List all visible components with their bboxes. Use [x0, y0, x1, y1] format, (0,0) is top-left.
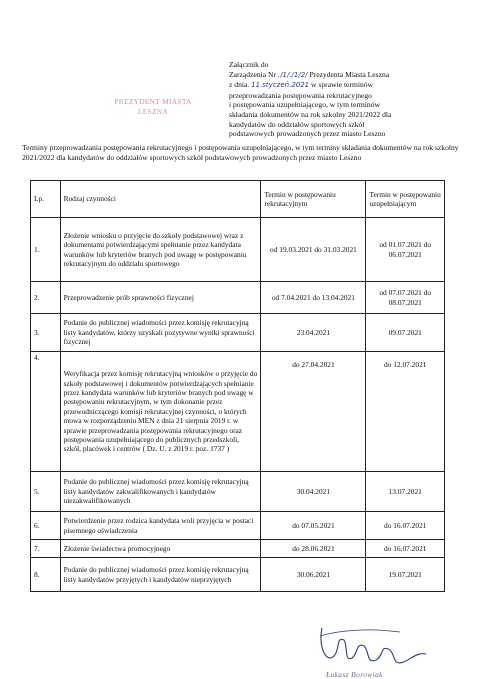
- header-recruitment: Termin w postępowaniu rekrutacyjnym: [261, 181, 366, 218]
- table-row: 5. Podanie do publicznej wiadomości przez komisję rekrutacyjną listy kandydatów zakwalifikowanych i kandydatów niezakwalifikowanych 30.04.2021 13.07.2021: [31, 472, 445, 512]
- document-heading: Terminy przeprowadzania postępowania rekrutacyjnego i postępowania uzupełniającego, w tym terminy składania dokumentów na rok szkolny 2021/2022 dla kandydatów do oddziałów sportowych szkół podstawowych prowadzonych przez miasto Leszno: [22, 143, 459, 162]
- annex-line-2: Zarządzenia Nr ./1/./1/2/ Prezydenta Miasta Leszna: [229, 69, 390, 79]
- table-row: 2. Przeprowadzenie prób sprawności fizycznej od 7.04.2021 do 13.04.2021 od 07.07.2021 do 08.07.2021: [31, 282, 445, 314]
- header-lp: Lp.: [31, 181, 61, 218]
- header-supplementary: Termin w postępowaniu uzupełniającym: [366, 181, 445, 218]
- handwritten-signature: [300, 606, 440, 676]
- header-activity: Rodzaj czynności: [60, 181, 261, 218]
- mayor-stamp: PREZYDENT MIASTA LESZNA: [114, 97, 192, 116]
- table-header-row: [31, 181, 445, 218]
- table-row: 8. Podanie do publicznej wiadomości przez komisję rekrutacyjną listy kandydatów przyjętych i kandydatów nieprzyjętych 30.06.2021 19.07.2021: [31, 558, 445, 592]
- annex-header: Załącznik do Zarządzenia Nr ./1/./1/2/ Prezydenta Miasta Leszna z dnia. 11.styczeń.2021 w sprawie terminów przeprowadzania postępowania rekrutacyjnego i postępowania uzupełniającego, w tym terminów składania dokumentów na rok szkolny 2021/2022 dla kandydatów do oddziałów sportowych szkół podstawowych prowadzonych przez miasto Leszno: [229, 60, 469, 139]
- signature-name-stamp: Łukasz Borowiak: [326, 670, 383, 679]
- annex-line-1: Załącznik do: [229, 60, 269, 69]
- table-row: 3. Podanie do publicznej wiadomości przez komisję rekrutacyjną listy kandydatów, którzy uzyskali pozytywne wyniki sprawności fizycznej 23.04.2021 09.07.2021: [31, 314, 445, 352]
- table-row: 4. Weryfikacja przez komisję rekrutacyjną wniosków o przyjęcie do szkoły podstawowej i dokumentów potwierdzających spełnianie przez kandydata warunków lub kryteriów branych pod uwagę w postępowaniu rekrutacyjnym, w tym dokonanie przez przewodniczącego komisji rekrutacyjnej czynności, o których mowa w rozporządzeniu MEN z dnia 21 sierpnia 2019 r. w sprawie przeprowadzania postępowania rekrutacyjnego oraz postępowania uzupełniającego do publicznych przedszkoli, szkół, placówek i centrów ( Dz. U. z 2019 r. poz. 1737 ) do 27.04.2021 do 12.07.2021: [31, 352, 445, 472]
- schedule-table: [30, 180, 445, 592]
- table-row: 1. Złożenie wniosku o przyjęcie do szkoły podstawowej wraz z dokumentami potwierdzającymi spełnianie przez kandydata warunków lub kryteriów branych pod uwagę w postępowaniu rekrutacyjnym do oddziału sportowego od 19.03.2021 do 31.03.2021 od 01.07.2021 do 06.07.2021: [31, 218, 445, 282]
- annex-line-3: z dnia. 11.styczeń.2021 w sprawie terminów: [229, 80, 374, 90]
- table-row: 7. Złożenie świadectwa promocyjnego do 28.06.2021 do 16.07.2021: [31, 540, 445, 558]
- handwritten-date: 11.styczeń.2021: [251, 81, 310, 90]
- table-row: 6. Potwierdzenie przez rodzica kandydata woli przyjęcia w postaci pisemnego oświadczenia do 07.05.2021 do 16.07.2021: [31, 512, 445, 540]
- handwritten-number: ./1/./1/2/: [277, 70, 308, 79]
